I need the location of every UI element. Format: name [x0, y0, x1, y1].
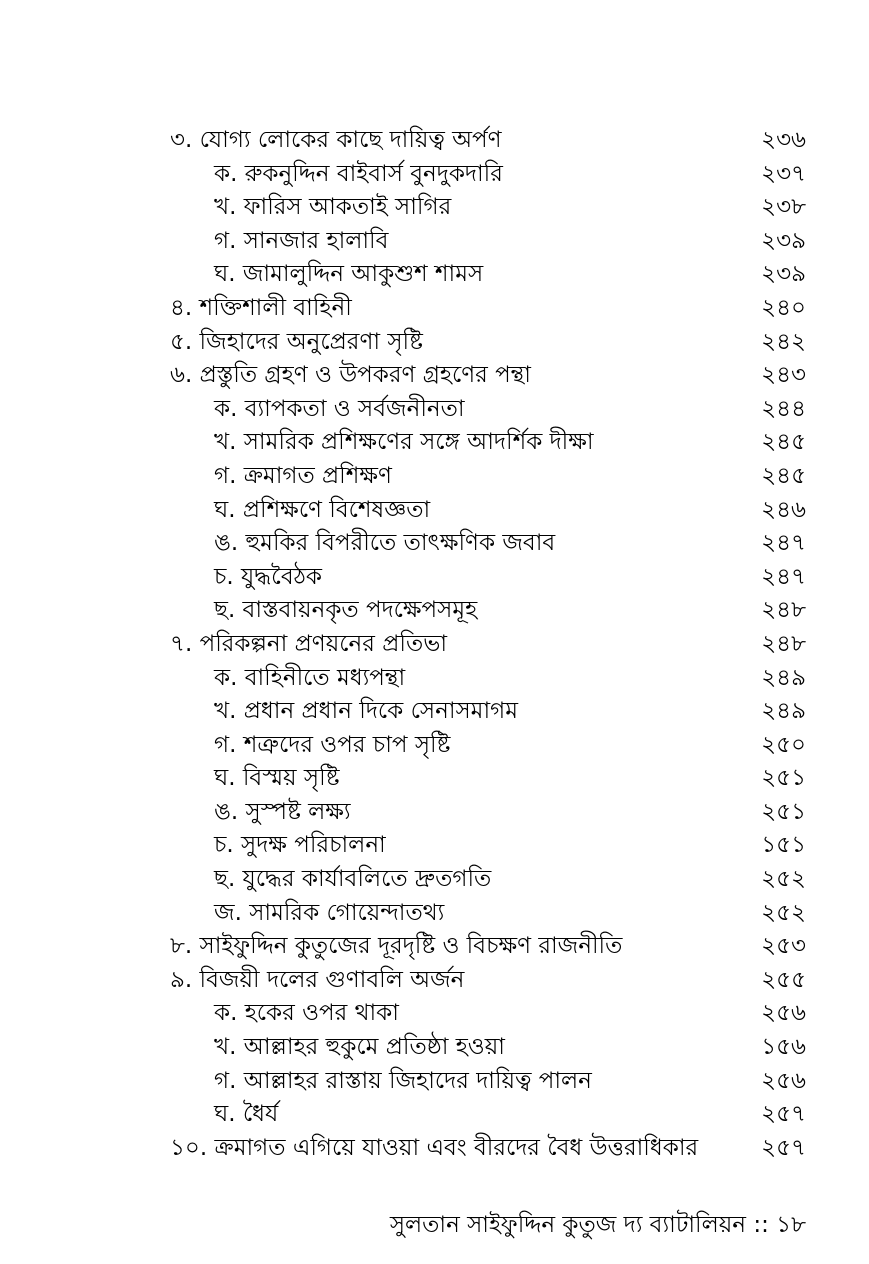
toc-entry-title: ৭. পরিকল্পনা প্রণয়নের প্রতিভা [170, 630, 448, 657]
toc-page-number: ২৫৩ [761, 933, 806, 960]
toc-section-row [0, 1098, 869, 1132]
toc-page-number: ২৫০ [761, 731, 806, 758]
toc-section-row [0, 1065, 869, 1099]
toc-page-number: ২৪৭ [761, 563, 806, 590]
toc-section-row [0, 1031, 869, 1065]
toc-entry-title: গ. আল্লাহর রাস্তায় জিহাদের দায়িত্ব পালন [214, 1067, 592, 1094]
toc-section-row [0, 393, 869, 427]
toc-section-row [0, 863, 869, 897]
toc-page-number: ২৫৭ [761, 1134, 806, 1161]
toc-chapter-row [0, 326, 869, 360]
toc-page-number: ২৪৬ [761, 496, 806, 523]
toc-page-number: ২৫১ [761, 765, 806, 792]
toc-section-row [0, 695, 869, 729]
toc-page-number: ১৫১ [761, 832, 806, 859]
toc-page-number: ২৩৯ [761, 227, 806, 254]
toc-chapter-row [0, 930, 869, 964]
toc-entry-title: গ. ক্রমাগত প্রশিক্ষণ [214, 462, 392, 489]
toc-entry-title: ৫. জিহাদের অনুপ্রেরণা সৃষ্টি [170, 328, 423, 355]
toc-section-row [0, 460, 869, 494]
toc-page-number: ২৪২ [761, 328, 806, 355]
toc-entry-title: ৮. সাইফুদ্দিন কুতুজের দূরদৃষ্টি ও বিচক্ষণ রাজনীতি [170, 933, 623, 960]
toc-entry-title: ঘ. প্রশিক্ষণে বিশেষজ্ঞতা [214, 496, 431, 523]
toc-page-number: ২৫৬ [761, 1067, 806, 1094]
toc-page-number: ২৪০ [761, 294, 806, 321]
toc-chapter-row [0, 359, 869, 393]
toc-section-row [0, 796, 869, 830]
toc-entry-title: ঙ. সুস্পষ্ট লক্ষ্য [214, 798, 351, 825]
toc-page-number: ২৫২ [761, 866, 806, 893]
toc-page-number: ২৫৭ [761, 1101, 806, 1128]
toc-entry-title: ঘ. ধৈর্য [214, 1101, 279, 1128]
toc-page-number: ২৩৮ [761, 194, 806, 221]
toc-entry-title: ছ. বাস্তবায়নকৃত পদক্ষেপসমূহ [214, 597, 478, 624]
toc-section-row [0, 494, 869, 528]
toc-section-row [0, 561, 869, 595]
toc-section-row [0, 829, 869, 863]
table-of-contents [0, 124, 869, 1165]
toc-page-number: ২৪৮ [761, 597, 806, 624]
toc-section-row [0, 258, 869, 292]
toc-page-number: ২৪৮ [761, 630, 806, 657]
toc-chapter-row [0, 628, 869, 662]
toc-page-number: ২৪৩ [761, 362, 806, 389]
toc-page-number: ২৪৯ [761, 664, 806, 691]
toc-entry-title: খ. আল্লাহর হুকুমে প্রতিষ্ঠা হওয়া [214, 1034, 505, 1061]
toc-entry-title: খ. ফারিস আকতাই সাগির [214, 194, 452, 221]
toc-page-number: ২৪৫ [761, 462, 806, 489]
toc-page-number: ২৩৯ [761, 261, 806, 288]
toc-page-number: ২৫৬ [761, 1000, 806, 1027]
toc-entry-title: ক. ব্যাপকতা ও সর্বজনীনতা [214, 395, 465, 422]
toc-entry-title: ৬. প্রস্তুতি গ্রহণ ও উপকরণ গ্রহণের পন্থা [170, 362, 531, 389]
toc-page-number: ২৪৯ [761, 698, 806, 725]
toc-page-number: ২৪৭ [761, 530, 806, 557]
toc-entry-title: খ. প্রধান প্রধান দিকে সেনাসমাগম [214, 698, 518, 725]
toc-entry-title: ৩. যোগ্য লোকের কাছে দায়িত্ব অর্পণ [170, 127, 502, 153]
toc-entry-title: চ. সুদক্ষ পরিচালনা [214, 832, 386, 859]
toc-entry-title: চ. যুদ্ধবৈঠক [214, 563, 322, 590]
toc-section-row [0, 225, 869, 259]
toc-section-row [0, 426, 869, 460]
toc-page-number: ১৫৬ [761, 1034, 806, 1061]
toc-entry-title: গ. সানজার হালাবি [214, 227, 389, 254]
toc-entry-title: ৪. শক্তিশালী বাহিনী [170, 294, 352, 321]
toc-page-number: ২৫১ [761, 798, 806, 825]
toc-page-number: ২৫২ [761, 899, 806, 926]
toc-page-number: ২৪৫ [761, 429, 806, 456]
toc-section-row [0, 997, 869, 1031]
toc-entry-title: ৯. বিজয়ী দলের গুণাবলি অর্জন [170, 966, 465, 993]
toc-entry-title: গ. শত্রুদের ওপর চাপ সৃষ্টি [214, 731, 451, 758]
toc-page-number: ২৩৬ [761, 127, 806, 153]
toc-section-row [0, 762, 869, 796]
toc-entry-title: ঘ. জামালুদ্দিন আকুশুশ শামস [214, 261, 484, 288]
toc-section-row [0, 158, 869, 192]
toc-page-number: ২৩৭ [761, 160, 806, 187]
toc-chapter-row [0, 124, 869, 158]
page-footer: সুলতান সাইফুদ্দিন কুতুজ দ্য ব্যাটালিয়ন :: ১৮ [389, 1212, 806, 1238]
toc-entry-title: ১০. ক্রমাগত এগিয়ে যাওয়া এবং বীরদের বৈধ উত্তরাধিকার [170, 1134, 699, 1161]
toc-page-number: ২৫৫ [761, 966, 806, 993]
toc-page-number: ২৪৪ [761, 395, 806, 422]
toc-entry-title: ঙ. হুমকির বিপরীতে তাৎক্ষণিক জবাব [214, 530, 556, 557]
toc-section-row [0, 897, 869, 931]
toc-entry-title: ক. বাহিনীতে মধ্যপন্থা [214, 664, 406, 691]
toc-section-row [0, 729, 869, 763]
toc-chapter-row [0, 292, 869, 326]
toc-entry-title: ঘ. বিস্ময় সৃষ্টি [214, 765, 340, 792]
toc-entry-title: ছ. যুদ্ধের কার্যাবলিতে দ্রুতগতি [214, 866, 492, 893]
toc-entry-title: ক. রুকনুদ্দিন বাইবার্স বুনদুকদারি [214, 160, 503, 187]
toc-entry-title: খ. সামরিক প্রশিক্ষণের সঙ্গে আদর্শিক দীক্ষা [214, 429, 594, 456]
toc-section-row [0, 594, 869, 628]
toc-section-row [0, 527, 869, 561]
toc-section-row [0, 191, 869, 225]
toc-entry-title: ক. হকের ওপর থাকা [214, 1000, 399, 1027]
toc-section-row [0, 662, 869, 696]
toc-chapter-row [0, 964, 869, 998]
toc-entry-title: জ. সামরিক গোয়েন্দাতথ্য [214, 899, 445, 926]
toc-chapter-row [0, 1132, 869, 1166]
